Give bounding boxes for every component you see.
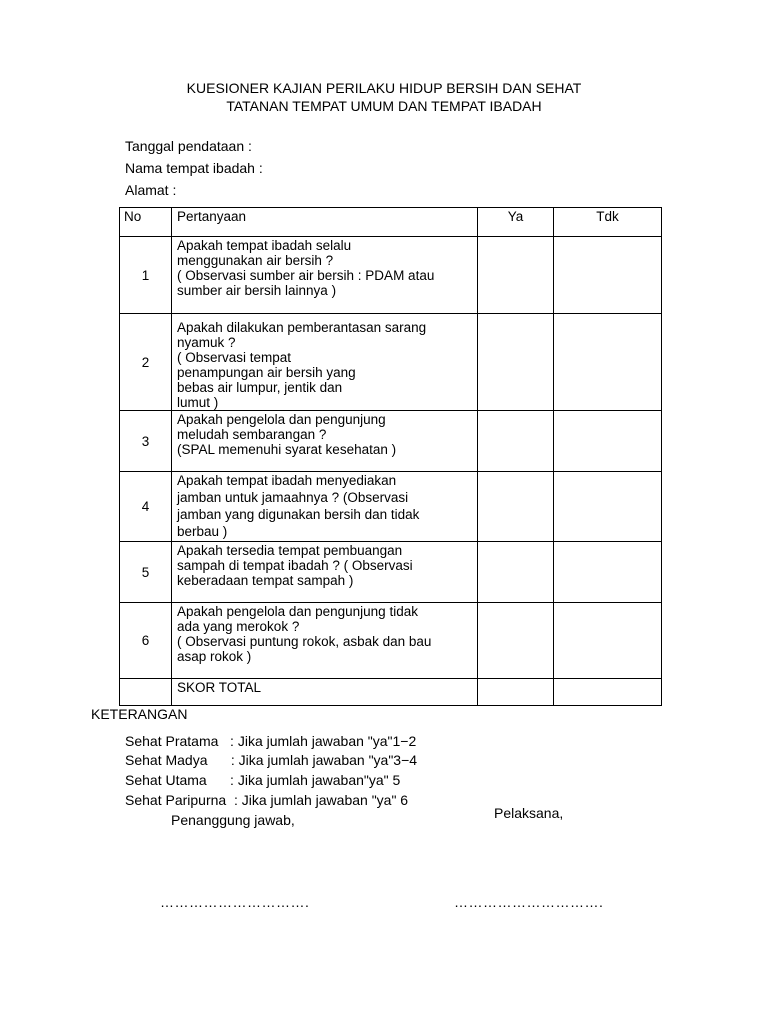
total-ya-cell[interactable] xyxy=(478,679,554,706)
question-line: Apakah pengelola dan pengunjung xyxy=(177,412,386,427)
total-tdk-cell[interactable] xyxy=(554,679,662,706)
header-ya: Ya xyxy=(478,208,554,237)
question-line: Apakah dilakukan pemberantasan sarang xyxy=(177,320,427,335)
row-number: 2 xyxy=(120,314,172,411)
question-text xyxy=(172,237,478,314)
question-line: keberadaan tempat sampah ) xyxy=(177,573,354,588)
question-line: (SPAL memenuhi syarat kesehatan ) xyxy=(177,442,397,457)
question-line: Apakah tempat ibadah menyediakan xyxy=(177,473,397,488)
row-number: 4 xyxy=(120,472,172,542)
table-header-row xyxy=(120,208,662,237)
pelaksana-signature-line: …………………………. xyxy=(454,894,604,910)
question-line: bebas air lumpur, jentik dan xyxy=(177,380,343,395)
total-row xyxy=(120,679,662,706)
pelaksana-label: Pelaksana, xyxy=(494,805,564,821)
question-line: sampah di tempat ibadah ? ( Observasi xyxy=(177,558,413,573)
answer-tdk-cell[interactable] xyxy=(554,603,662,679)
question-line: menggunakan air bersih ? xyxy=(177,253,334,268)
table-row xyxy=(120,411,662,472)
question-text xyxy=(172,314,478,411)
criteria-sehat-paripurna: Sehat Paripurna : Jika jumlah jawaban "ya" 6 xyxy=(125,792,409,808)
answer-tdk-cell[interactable] xyxy=(554,237,662,314)
criteria-sehat-utama: Sehat Utama : Jika jumlah jawaban"ya" 5 xyxy=(125,772,401,788)
question-line: ( Observasi sumber air bersih : PDAM atau xyxy=(177,268,435,283)
question-line: jamban yang digunakan bersih dan tidak xyxy=(177,507,420,522)
table-row xyxy=(120,472,662,542)
document-title-line-2: TATANAN TEMPAT UMUM DAN TEMPAT IBADAH xyxy=(226,98,542,114)
row-number: 1 xyxy=(120,237,172,314)
answer-ya-cell[interactable] xyxy=(478,411,554,472)
answer-ya-cell[interactable] xyxy=(478,603,554,679)
answer-ya-cell[interactable] xyxy=(478,472,554,542)
question-line: ada yang merokok ? xyxy=(177,619,300,634)
question-line: ( Observasi tempat xyxy=(177,350,292,365)
total-no-cell xyxy=(120,679,172,706)
field-tanggal-pendataan: Tanggal pendataan : xyxy=(125,138,252,154)
header-pertanyaan: Pertanyaan xyxy=(172,208,478,237)
keterangan-heading: KETERANGAN xyxy=(91,706,188,722)
answer-ya-cell[interactable] xyxy=(478,237,554,314)
question-line: nyamuk ? xyxy=(177,335,236,350)
question-text xyxy=(172,542,478,603)
criteria-sehat-madya: Sehat Madya : Jika jumlah jawaban "ya"3−4 xyxy=(125,752,418,768)
answer-tdk-cell[interactable] xyxy=(554,411,662,472)
table-row xyxy=(120,603,662,679)
question-line: Apakah tersedia tempat pembuangan xyxy=(177,543,403,558)
question-line: sumber air bersih lainnya ) xyxy=(177,283,337,298)
field-alamat: Alamat : xyxy=(125,182,177,198)
question-text xyxy=(172,472,478,542)
document-title-line-1: KUESIONER KAJIAN PERILAKU HIDUP BERSIH DAN SEHAT xyxy=(186,80,582,96)
answer-ya-cell[interactable] xyxy=(478,314,554,411)
row-number: 5 xyxy=(120,542,172,603)
header-tdk: Tdk xyxy=(554,208,662,237)
question-line: Apakah pengelola dan pengunjung tidak xyxy=(177,604,418,619)
question-text xyxy=(172,603,478,679)
answer-ya-cell[interactable] xyxy=(478,542,554,603)
question-line: jamban untuk jamaahnya ? (Observasi xyxy=(177,490,409,505)
skor-total-label: SKOR TOTAL xyxy=(172,679,478,706)
table-row xyxy=(120,542,662,603)
row-number: 6 xyxy=(120,603,172,679)
questionnaire-table xyxy=(119,207,662,706)
question-line: lumut ) xyxy=(177,395,219,410)
question-text xyxy=(172,411,478,472)
penanggung-jawab-label: Penanggung jawab, xyxy=(171,812,295,828)
criteria-sehat-pratama: Sehat Pratama : Jika jumlah jawaban "ya"1−2 xyxy=(125,733,417,749)
penanggung-jawab-signature-line: …………………………. xyxy=(160,894,310,910)
question-line: penampungan air bersih yang xyxy=(177,365,356,380)
question-line: berbau ) xyxy=(177,524,228,539)
question-line: asap rokok ) xyxy=(177,649,252,664)
question-line: ( Observasi puntung rokok, asbak dan bau xyxy=(177,634,432,649)
row-number: 3 xyxy=(120,411,172,472)
field-nama-tempat-ibadah: Nama tempat ibadah : xyxy=(125,160,263,176)
question-line: Apakah tempat ibadah selalu xyxy=(177,238,352,253)
table-row xyxy=(120,237,662,314)
answer-tdk-cell[interactable] xyxy=(554,542,662,603)
header-no: No xyxy=(120,208,172,237)
question-line: meludah sembarangan ? xyxy=(177,427,327,442)
table-row xyxy=(120,314,662,411)
answer-tdk-cell[interactable] xyxy=(554,472,662,542)
answer-tdk-cell[interactable] xyxy=(554,314,662,411)
